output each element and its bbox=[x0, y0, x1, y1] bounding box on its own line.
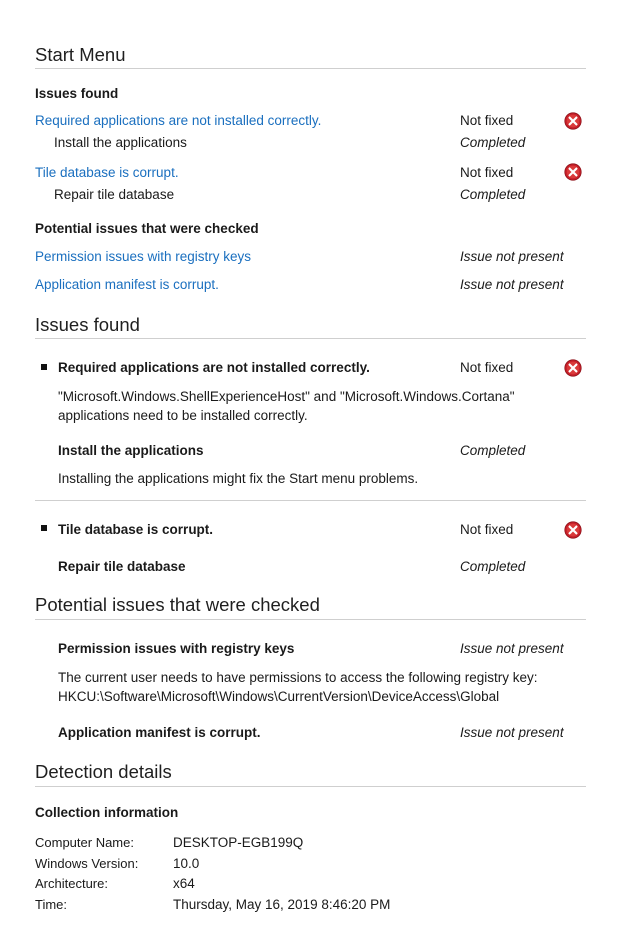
detail-value-architecture: x64 bbox=[173, 876, 195, 891]
divider bbox=[35, 786, 586, 787]
summary-checked-link-manifest[interactable]: Application manifest is corrupt. bbox=[35, 277, 219, 292]
bullet bbox=[41, 364, 47, 370]
checked-title-manifest: Application manifest is corrupt. bbox=[58, 725, 261, 740]
detail-value-computer-name: DESKTOP-EGB199Q bbox=[173, 835, 304, 850]
fix-title-install-apps: Install the applications bbox=[58, 443, 204, 458]
error-x-icon bbox=[564, 112, 582, 130]
fix-description: Installing the applications might fix the Start menu problems. bbox=[58, 471, 419, 486]
issue-title-tile-db: Tile database is corrupt. bbox=[58, 522, 214, 537]
summary-checked-header: Potential issues that were checked bbox=[35, 221, 259, 236]
fix-status: Completed bbox=[460, 559, 526, 574]
detail-value-windows-version: 10.0 bbox=[173, 856, 200, 871]
summary-fix-name: Repair tile database bbox=[54, 187, 175, 202]
checked-title-registry: Permission issues with registry keys bbox=[58, 641, 295, 656]
checked-status: Issue not present bbox=[460, 641, 564, 656]
divider bbox=[35, 500, 586, 501]
issue-description: "Microsoft.Windows.ShellExperienceHost" and "Microsoft.Windows.Cortana" applications need to be installed correctly. bbox=[58, 389, 515, 423]
summary-issue-status: Not fixed bbox=[460, 165, 514, 180]
summary-fix-status: Completed bbox=[460, 135, 526, 150]
error-x-icon bbox=[564, 521, 582, 539]
divider bbox=[35, 619, 586, 620]
summary-fix-name: Install the applications bbox=[54, 135, 187, 150]
error-x-icon bbox=[564, 359, 582, 377]
summary-checked-link-registry[interactable]: Permission issues with registry keys bbox=[35, 249, 252, 264]
divider bbox=[35, 68, 586, 69]
detail-value-time: Thursday, May 16, 2019 8:46:20 PM bbox=[173, 897, 391, 912]
summary-fix-status: Completed bbox=[460, 187, 526, 202]
issue-title-required-apps: Required applications are not installed correctly. bbox=[58, 360, 370, 375]
checked-description: The current user needs to have permissions to access the following registry key: HKCU:\Software\Microsoft\Windows\CurrentVersion\DeviceAccess\Global bbox=[58, 670, 538, 704]
detail-label: Architecture: bbox=[35, 876, 108, 891]
error-x-icon bbox=[564, 163, 582, 181]
section-title-potential-issues: Potential issues that were checked bbox=[35, 594, 320, 615]
fix-title-repair-tile-db: Repair tile database bbox=[58, 559, 186, 574]
checked-status: Issue not present bbox=[460, 725, 564, 740]
issue-status: Not fixed bbox=[460, 522, 514, 537]
bullet bbox=[41, 525, 47, 531]
divider bbox=[35, 338, 586, 339]
detail-label: Windows Version: bbox=[35, 856, 139, 871]
summary-checked-status: Issue not present bbox=[460, 249, 564, 264]
detail-label: Computer Name: bbox=[35, 835, 134, 850]
detail-label: Time: bbox=[35, 897, 68, 912]
section-title-detection-details: Detection details bbox=[35, 761, 172, 782]
summary-issues-found-header: Issues found bbox=[35, 86, 119, 101]
fix-status: Completed bbox=[460, 443, 526, 458]
summary-issue-link-required-apps[interactable]: Required applications are not installed correctly. bbox=[35, 113, 322, 128]
summary-issue-link-tile-db[interactable]: Tile database is corrupt. bbox=[35, 165, 179, 180]
issue-status: Not fixed bbox=[460, 360, 514, 375]
summary-issue-status: Not fixed bbox=[460, 113, 514, 128]
section-title-start-menu: Start Menu bbox=[35, 44, 126, 65]
summary-checked-status: Issue not present bbox=[460, 277, 564, 292]
section-title-issues-found: Issues found bbox=[35, 314, 140, 335]
collection-info-header: Collection information bbox=[35, 805, 179, 820]
